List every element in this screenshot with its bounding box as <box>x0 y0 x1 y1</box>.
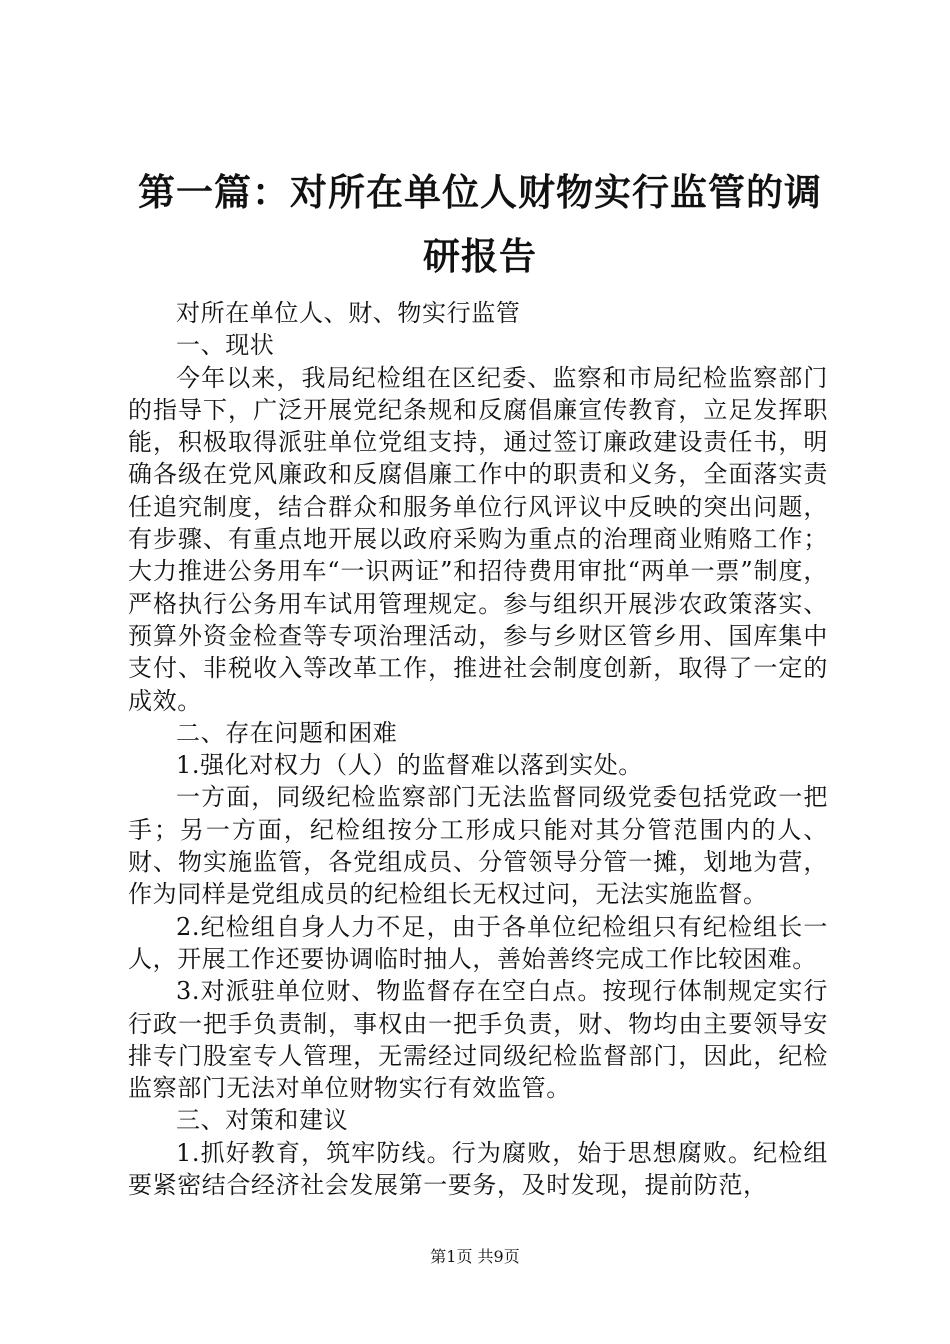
paragraph-problem-2: 2.纪检组自身人力不足，由于各单位纪检组只有纪检组长一人，开展工作还要协调临时抽人，善始善终完成工作比较困难。 <box>128 912 828 973</box>
paragraph-problem-1: 1.强化对权力（人）的监督难以落到实处。 <box>176 751 643 780</box>
document-body <box>128 297 828 1201</box>
paragraph-subtitle: 对所在单位人、财、物实行监管 <box>176 299 521 327</box>
paragraph-status: 今年以来，我局纪检组在区纪委、监察和市局纪检监察部门的指导下，广泛开展党纪条规和反腐倡廉宣传教育，立足发挥职能，积极取得派驻单位党组支持，通过签订廉政建设责任书，明确各级在党风廉政和反腐倡廉工作中的职责和义务，全面落实责任追究制度，结合群众和服务单位行风评议中反映的突出问题，有步骤、有重点地开展以政府采购为重点的治理商业贿赂工作；大力推进公务用车“一识两证”和招待费用审批“两单一票”制度，严格执行公务用车试用管理规定。参与组织开展涉农政策落实、预算外资金检查等专项治理活动，参与乡财区管乡用、国库集中支付、非税收入等改革工作，推进社会制度创新，取得了一定的成效。 <box>128 363 828 715</box>
section-heading-problems: 二、存在问题和困难 <box>176 718 398 747</box>
page-number-footer: 第1页 共9页 <box>430 1247 520 1266</box>
document-title: 第一篇：对所在单位人财物实行监管的调研报告 <box>138 170 822 278</box>
section-heading-status: 一、现状 <box>176 331 275 360</box>
paragraph-problem-3: 3.对派驻单位财、物监督存在空白点。按现行体制规定实行行政一把手负责制，事权由一把手负责，财、物均由主要领导安排专门股室专人管理，无需经过同级纪检监督部门，因此，纪检监察部门无法对单位财物实行有效监管。 <box>128 977 828 1103</box>
paragraph-problem-1-detail: 一方面，同级纪检监察部门无法监督同级党委包括党政一把手；另一方面，纪检组按分工形成只能对其分管范围内的人、财、物实施监管，各党组成员、分管领导分管一摊，划地为营，作为同样是党组成员的纪检组长无权过问，无法实施监督。 <box>128 783 828 909</box>
paragraph-suggestion-1: 1.抓好教育，筑牢防线。行为腐败，始于思想腐败。纪检组要紧密结合经济社会发展第一要务，及时发现，提前防范， <box>128 1138 828 1200</box>
section-heading-suggestions: 三、对策和建议 <box>176 1106 349 1135</box>
